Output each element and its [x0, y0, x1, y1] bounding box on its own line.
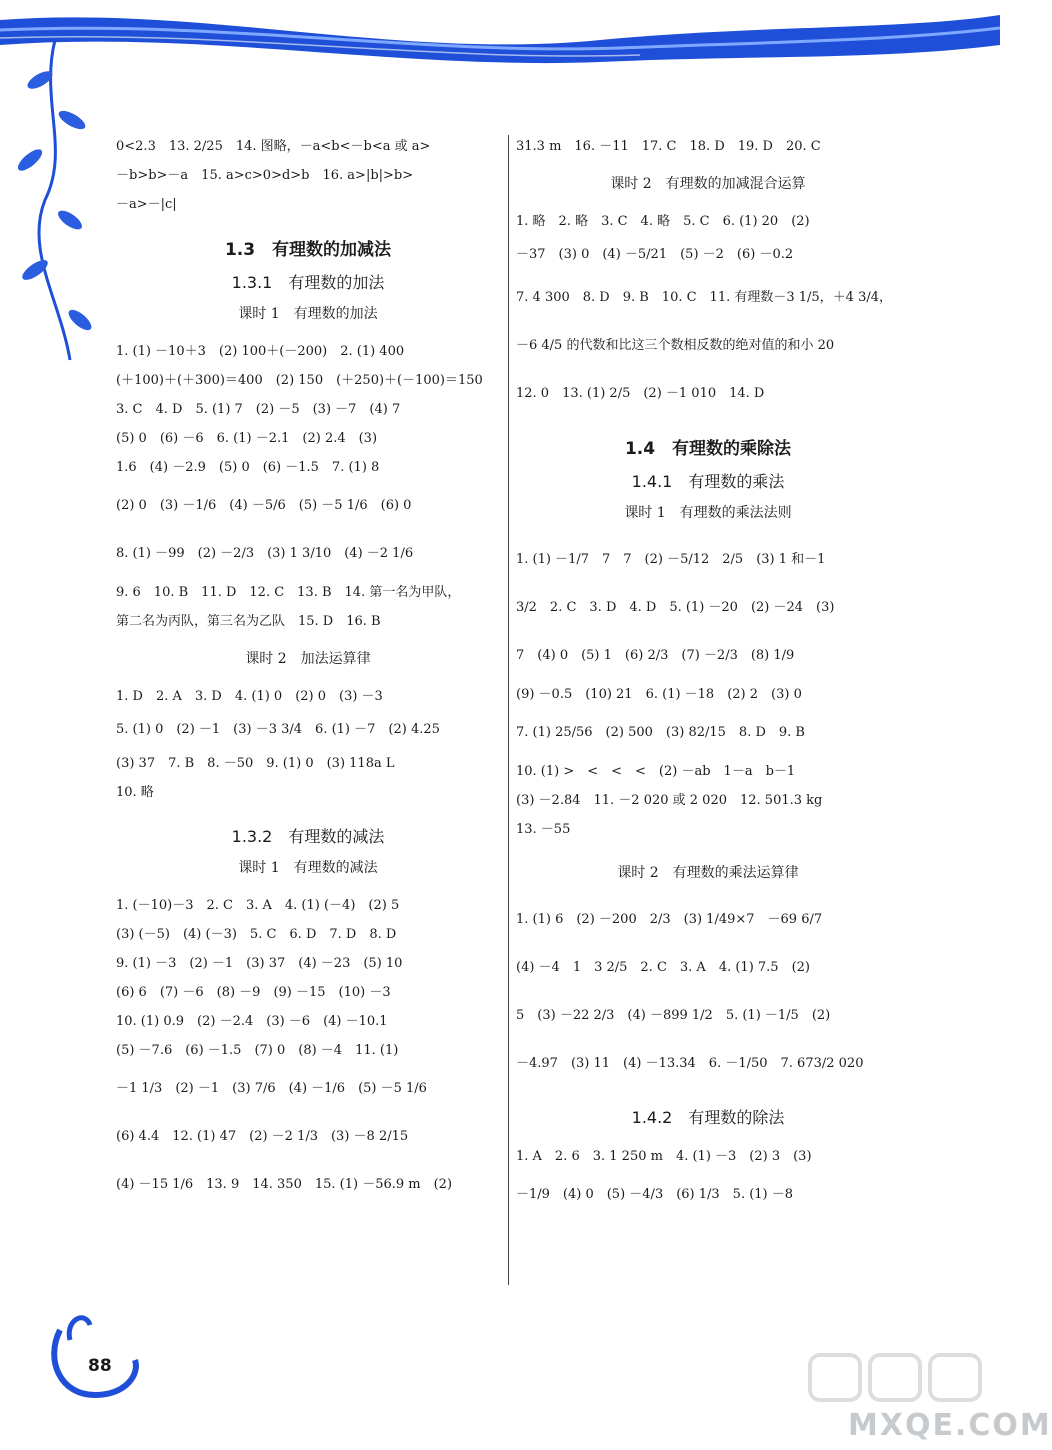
- answer-line: (9) －0.5 (10) 21 6. (1) －18 (2) 2 (3) 0: [516, 687, 802, 702]
- answer-line: 1. A 2. 6 3. 1 250 m 4. (1) －3 (2) 3 (3): [516, 1149, 812, 1164]
- answer-line: －1 1/3 (2) －1 (3) 7/6 (4) －1/6 (5) －5 1/6: [116, 1081, 427, 1096]
- answer-line: (3) (－5) (4) (－3) 5. C 6. D 7. D 8. D: [116, 927, 397, 942]
- lesson-heading: 课时 1 有理数的乘法法则: [624, 505, 792, 521]
- answer-line: (6) 4.4 12. (1) 47 (2) －2 1/3 (3) －8 2/15: [116, 1129, 409, 1144]
- spacer: [516, 1134, 900, 1142]
- answer-line: (3) 37 7. B 8. －50 9. (1) 0 (3) 118a L: [116, 756, 395, 771]
- spacer: [116, 329, 500, 337]
- left-column: [116, 132, 500, 1209]
- answer-line: (4) －4 1 3 2/5 2. C 3. A 4. (1) 7.5 (2): [516, 960, 810, 975]
- subsection-heading: 1.3.1 有理数的加法: [231, 273, 385, 292]
- answer-line: (2) 0 (3) －1/6 (4) －5/6 (5) －5 1/6 (6) 0: [116, 498, 412, 513]
- answer-line: (3) －2.84 11. －2 020 或 2 020 12. 501.3 kg: [516, 793, 823, 808]
- section-heading: 1.4 有理数的乘除法: [624, 439, 792, 459]
- answer-line: －6 4/5 的代数和比这三个数相反数的绝对值的和小 20: [516, 338, 835, 353]
- subsection-heading: 1.4.2 有理数的除法: [631, 1108, 785, 1127]
- spacer: [116, 807, 500, 821]
- page-number-decoration: [40, 1300, 150, 1410]
- answer-line: 10. (1) 0.9 (2) －2.4 (3) －6 (4) －10.1: [116, 1014, 388, 1029]
- answer-line: (5) 0 (6) －6 6. (1) －2.1 (2) 2.4 (3): [116, 431, 378, 446]
- answer-line: 7 (4) 0 (5) 1 (6) 2/3 (7) －2/3 (8) 1/9: [516, 648, 795, 663]
- answer-line: 第二名为丙队，第三名为乙队 15. D 16. B: [116, 614, 381, 629]
- answer-line: (5) －7.6 (6) －1.5 (7) 0 (8) －4 11. (1): [116, 1043, 399, 1058]
- spacer: [516, 199, 900, 207]
- answer-line: 8. (1) －99 (2) －2/3 (3) 1 3/10 (4) －2 1/6: [116, 546, 414, 561]
- answer-line: 1. (1) －10＋3 (2) 100＋(－200) 2. (1) 400: [116, 344, 405, 359]
- subsection-heading: 1.4.1 有理数的乘法: [631, 472, 785, 491]
- subsection-heading: 1.3.2 有理数的减法: [231, 827, 385, 846]
- vine-decoration: [0, 40, 110, 360]
- answer-line: 1. (－10)－3 2. C 3. A 4. (1) (－4) (2) 5: [116, 898, 400, 913]
- spacer: [516, 1088, 900, 1102]
- lesson-heading: 课时 2 有理数的乘法运算律: [617, 865, 799, 881]
- answer-line: 9. (1) －3 (2) －1 (3) 37 (4) －23 (5) 10: [116, 956, 403, 971]
- lesson-heading: 课时 1 有理数的加法: [238, 306, 378, 322]
- header-ribbon-decoration: [0, 0, 1000, 70]
- answer-line: －b>b>－a 15. a>c>0>d>b 16. a>|b|>b>: [116, 168, 414, 183]
- spacer: [516, 528, 900, 536]
- answer-line: 1.6 (4) －2.9 (5) 0 (6) －1.5 7. (1) 8: [116, 460, 380, 475]
- answer-line: 3. C 4. D 5. (1) 7 (2) －5 (3) －7 (4) 7: [116, 402, 401, 417]
- answer-line: 7. 4 300 8. D 9. B 10. C 11. 有理数－3 1/5，＋4 3/4，: [516, 290, 893, 305]
- right-column: [516, 132, 900, 1219]
- answer-line: 3/2 2. C 3. D 4. D 5. (1) －20 (2) －24 (3): [516, 600, 835, 615]
- spacer: [116, 636, 500, 644]
- spacer: [116, 674, 500, 682]
- answer-line: (4) －15 1/6 13. 9 14. 350 15. (1) －56.9 m (2): [116, 1177, 453, 1192]
- answer-line: (6) 6 (7) －6 (8) －9 (9) －15 (10) －3: [116, 985, 391, 1000]
- answer-line: 1. 略 2. 略 3. C 4. 略 5. C 6. (1) 20 (2): [516, 214, 810, 229]
- spacer: [116, 883, 500, 891]
- lesson-heading: 课时 1 有理数的减法: [238, 860, 378, 876]
- watermark-text: MXQE.COM: [848, 1408, 1052, 1443]
- answer-line: 13. －55: [516, 822, 571, 837]
- page-number: 88: [88, 1356, 112, 1376]
- spacer: [516, 418, 900, 432]
- column-divider: [508, 135, 509, 1285]
- answer-line: 31.3 m 16. －11 17. C 18. D 19. D 20. C: [516, 139, 821, 154]
- answer-line: 10. (1) > < < < (2) －ab 1－a b－1: [516, 764, 796, 779]
- answer-line: 9. 6 10. B 11. D 12. C 13. B 14. 第一名为甲队，: [116, 585, 461, 600]
- answer-line: －37 (3) 0 (4) －5/21 (5) －2 (6) －0.2: [516, 247, 794, 262]
- spacer: [516, 161, 900, 169]
- section-heading: 1.3 有理数的加减法: [224, 240, 392, 260]
- answer-line: 10. 略: [116, 785, 154, 800]
- answer-line: －1/9 (4) 0 (5) －4/3 (6) 1/3 5. (1) －8: [516, 1187, 794, 1202]
- answer-line: 1. (1) －1/7 7 7 (2) －5/12 2/5 (3) 1 和－1: [516, 552, 826, 567]
- spacer: [116, 219, 500, 233]
- answer-line: －a>－|c|: [116, 197, 177, 212]
- answer-line: 1. D 2. A 3. D 4. (1) 0 (2) 0 (3) －3: [116, 689, 383, 704]
- answer-line: 5 (3) －22 2/3 (4) －899 1/2 5. (1) －1/5 (2): [516, 1008, 831, 1023]
- spacer: [516, 844, 900, 858]
- spacer: [516, 888, 900, 896]
- lesson-heading: 课时 2 加法运算律: [245, 651, 371, 667]
- answer-line: 0<2.3 13. 2/25 14. 图略，－a<b<－b<a 或 a>: [116, 139, 431, 154]
- lesson-heading: 课时 2 有理数的加减混合运算: [610, 176, 806, 192]
- answer-line: 5. (1) 0 (2) －1 (3) －3 3/4 6. (1) －7 (2) 4.25: [116, 722, 440, 737]
- answer-line: 12. 0 13. (1) 2/5 (2) －1 010 14. D: [516, 386, 765, 401]
- answer-line: 7. (1) 25/56 (2) 500 (3) 82/15 8. D 9. B: [516, 725, 805, 740]
- answer-line: 1. (1) 6 (2) －200 2/3 (3) 1/49×7 －69 6/7: [516, 912, 823, 927]
- answer-line: (＋100)＋(＋300)＝400 (2) 150 (＋250)＋(－100)＝150: [116, 373, 483, 388]
- answer-line: －4.97 (3) 11 (4) －13.34 6. －1/50 7. 673/2 020: [516, 1056, 864, 1071]
